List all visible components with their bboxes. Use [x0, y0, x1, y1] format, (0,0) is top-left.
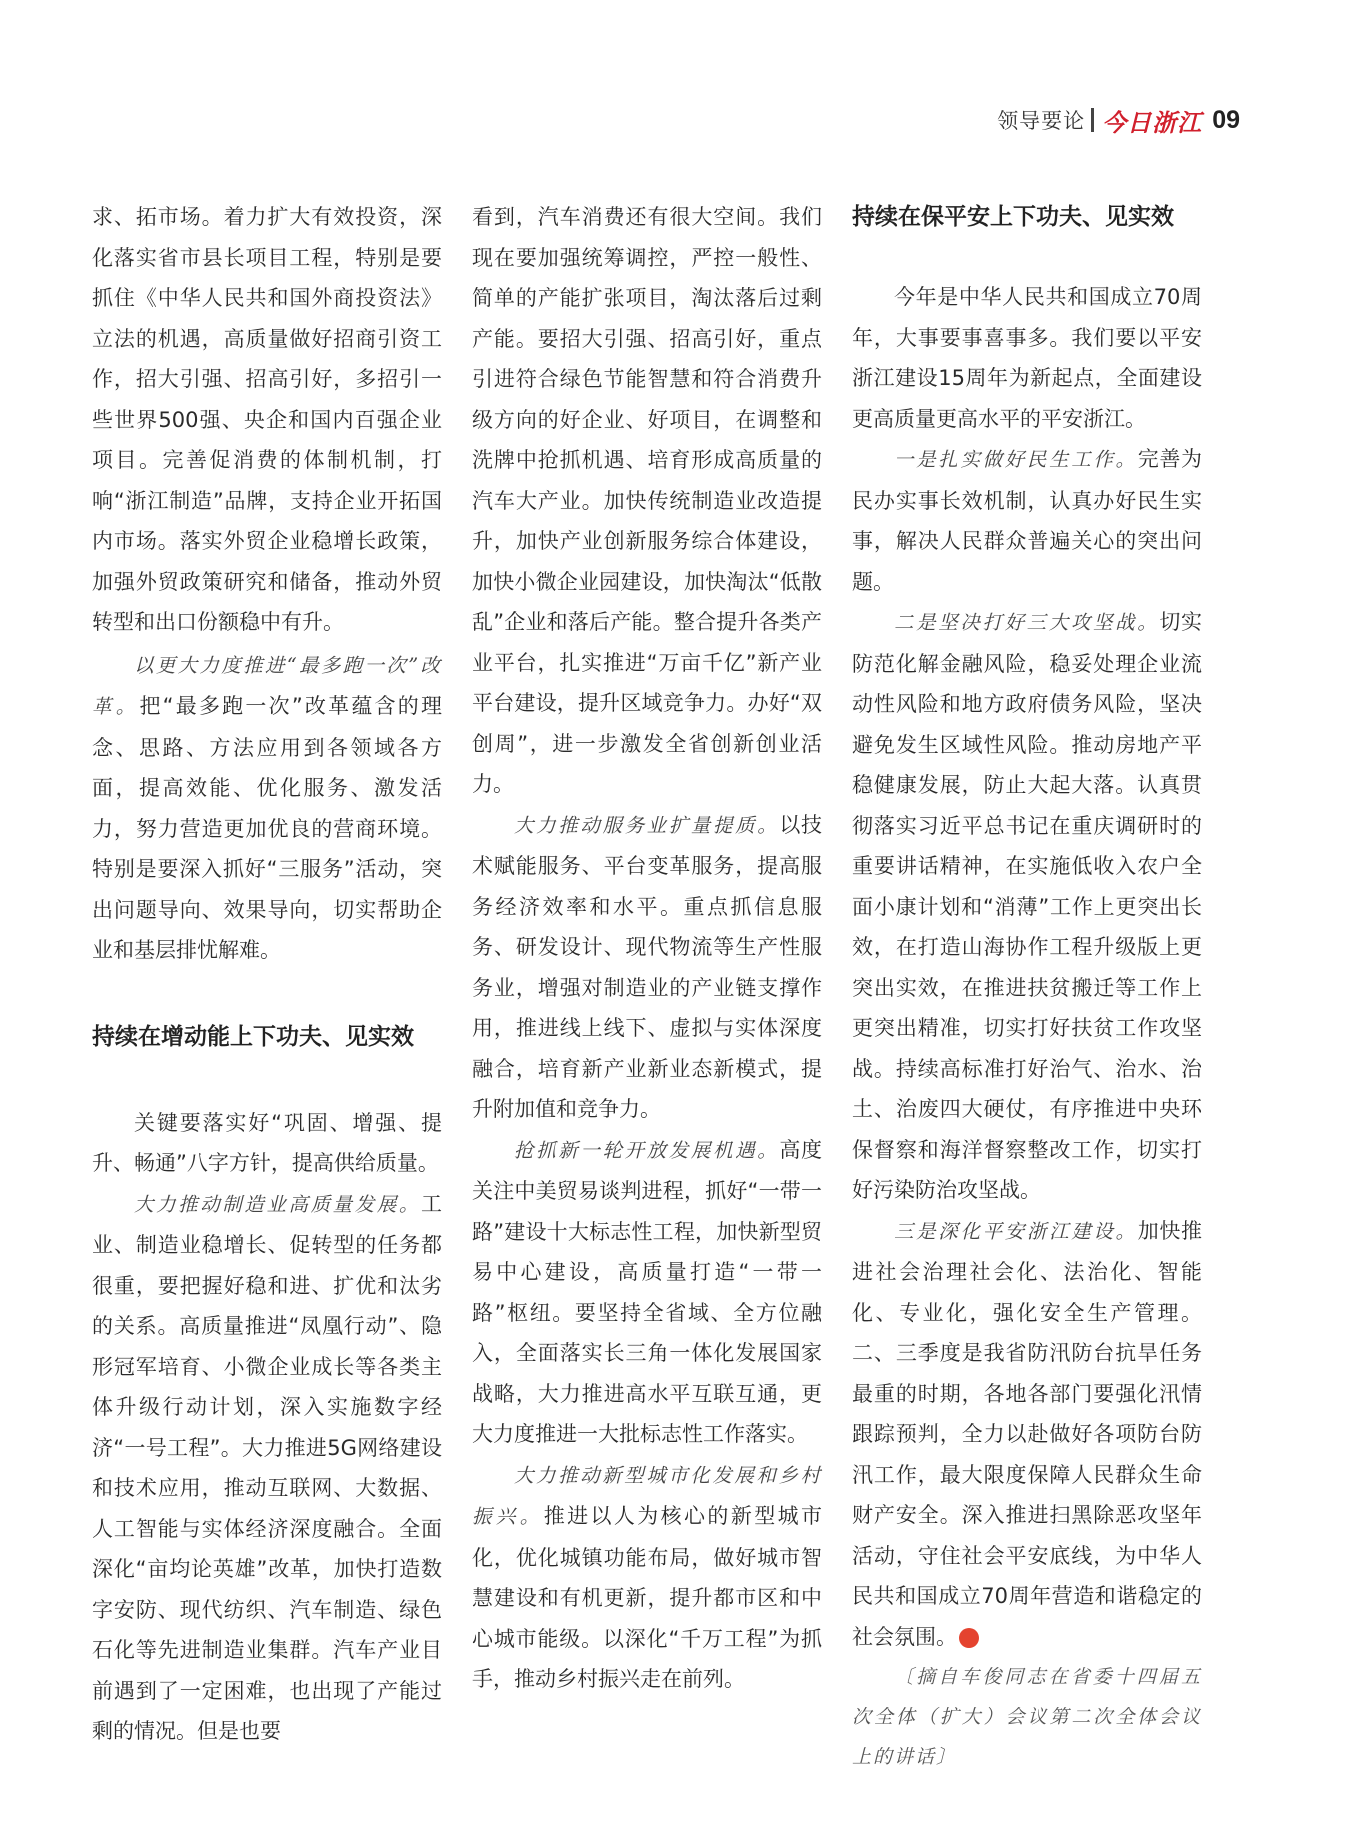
- paragraph-text: 加快推进社会治理社会化、法治化、智能化、专业化，强化安全生产管理。二、三季度是我省防汛防台抗旱任务最重的时期，各地各部门要强化汛情跟踪预判，全力以赴做好各项防台防汛工作，最大限度保障人民群众生命财产安全。深入推进扫黑除恶攻坚年活动，守住社会平安底线，为中华人民共和国成立70周年营造和谐稳定的社会氛围。: [852, 1218, 1202, 1649]
- paragraph-text: 以技术赋能服务、平台变革服务，提高服务经济效率和水平。重点抓信息服务、研发设计、现代物流等生产性服务业，增强对制造业的产业链支撑作用，推进线上线下、虚拟与实体深度融合，培育新产业新业态新模式，提升附加值和竞争力。: [472, 812, 822, 1121]
- paragraph: [852, 1211, 1202, 1658]
- column-3: [852, 197, 1202, 1777]
- page-header: [997, 103, 1240, 137]
- column-2: [472, 197, 822, 1700]
- paragraph-text: 切实防范化解金融风险，稳妥处理企业流动性风险和地方政府债务风险，坚决避免发生区域性风险。推动房地产平稳健康发展，防止大起大落。认真贯彻落实习近平总书记在重庆调研时的重要讲话精神，在实施低收入农户全面小康计划和“消薄”工作上更突出长效，在打造山海协作工程升级版上更突出实效，在推进扶贫搬迁等工作上更突出精准，切实打好扶贫工作攻坚战。持续高标准打好治气、治水、治土、治废四大硬仗，有序推进中央环保督察和海洋督察整改工作，切实打好污染防治攻坚战。: [852, 610, 1202, 1202]
- paragraph: 今年是中华人民共和国成立70周年，大事要事喜事多。我们要以平安浙江建设15周年为新起点，全面建设更高质量更高水平的平安浙江。: [852, 285, 1202, 431]
- section-label: 领导要论: [997, 109, 1086, 133]
- paragraph: [852, 439, 1202, 602]
- header-divider: [1091, 108, 1094, 132]
- paragraph: [472, 1455, 822, 1700]
- lead-phrase: 大力推动服务业扩量提质。: [514, 813, 780, 837]
- section-heading: 持续在保平安上下功夫、见实效: [852, 204, 1174, 230]
- magazine-logo: 今日浙江: [1102, 107, 1203, 137]
- paragraph-text: 高度关注中美贸易谈判进程，抓好“一带一路”建设十大标志性工程，加快新型贸易中心建设，高质量打造“一带一路”枢纽。要坚持全省域、全方位融入，全面落实长三角一体化发展国家战略，大力推进高水平互联互通，更大力度推进一大批标志性工作落实。: [472, 1137, 822, 1446]
- paragraph-text: 把“最多跑一次”改革蕴含的理念、思路、方法应用到各领域各方面，提高效能、优化服务、激发活力，努力营造更加优良的营商环境。特别是要深入抓好“三服务”活动，突出问题导向、效果导向，切实帮助企业和基层排忧解难。: [92, 694, 442, 962]
- column-1: [92, 197, 442, 1752]
- section-heading: 持续在增动能上下功夫、见实效: [92, 1023, 414, 1050]
- source-note: 〔摘自车俊同志在省委十四届五次全体（扩大）会议第二次全体会议上的讲话〕: [852, 1666, 1202, 1768]
- paragraph: [472, 1130, 822, 1455]
- page-number: 09: [1212, 105, 1240, 134]
- paragraph: [92, 1184, 442, 1752]
- paragraph: 求、拓市场。着力扩大有效投资，深化落实省市县长项目工程，特别是要抓住《中华人民共和国外商投资法》立法的机遇，高质量做好招商引资工作，招大引强、招高引好，多招引一些世界500强、央企和国内百强企业项目。完善促消费的体制机制，打响“浙江制造”品牌，支持企业开拓国内市场。落实外贸企业稳增长政策，加强外贸政策研究和储备，推动外贸转型和出口份额稳中有升。: [92, 205, 442, 634]
- paragraph: [472, 805, 822, 1130]
- paragraph-text: 工业、制造业稳增长、促转型的任务都很重，要把握好稳和进、扩优和汰劣的关系。高质量推进“凤凰行动”、隐形冠军培育、小微企业成长等各类主体升级行动计划，深入实施数字经济“一号工程”。大力推进5G网络建设和技术应用，推动互联网、大数据、人工智能与实体经济深度融合。全面深化“亩均论英雄”改革，加快打造数字安防、现代纺织、汽车制造、绿色石化等先进制造业集群。汽车产业目前遇到了一定困难，也出现了产能过剩的情况。但是也要: [92, 1191, 442, 1743]
- paragraph-text: 推进以人为核心的新型城市化，优化城镇功能布局，做好城市智慧建设和有机更新，提升都市区和中心城市能级。以深化“千万工程”为抓手，推动乡村振兴走在前列。: [472, 1504, 822, 1691]
- lead-phrase: 大力推动新型城市化发展和乡村振兴。: [472, 1463, 822, 1528]
- lead-phrase: 大力推动制造业高质量发展。: [134, 1192, 421, 1216]
- lead-phrase: 一是扎实做好民生工作。: [894, 448, 1138, 471]
- end-mark-icon: 今: [959, 1628, 979, 1648]
- lead-phrase: 以更大力度推进“最多跑一次”改革。: [92, 653, 442, 718]
- paragraph-text: 完善为民办实事长效机制，认真办好民生实事，解决人民群众普遍关心的突出问题。: [852, 447, 1202, 594]
- paragraph: [852, 602, 1202, 1211]
- paragraph: [92, 645, 442, 971]
- paragraph: 关键要落实好“巩固、增强、提升、畅通”八字方针，提高供给质量。: [92, 1110, 442, 1175]
- paragraph: 看到，汽车消费还有很大空间。我们现在要加强统筹调控，严控一般性、简单的产能扩张项目，淘汰落后过剩产能。要招大引强、招高引好，重点引进符合绿色节能智慧和符合消费升级方向的好企业、好项目，在调整和洗牌中抢抓机遇、培育形成高质量的汽车大产业。加快传统制造业改造提升，加快产业创新服务综合体建设，加快小微企业园建设，加快淘汰“低散乱”企业和落后产能。整合提升各类产业平台，扎实推进“万亩千亿”新产业平台建设，提升区域竞争力。办好“双创周”，进一步激发全省创新创业活力。: [472, 205, 822, 796]
- lead-phrase: 抢抓新一轮开放发展机遇。: [514, 1138, 780, 1162]
- lead-phrase: 三是深化平安浙江建设。: [894, 1219, 1138, 1243]
- lead-phrase: 二是坚决打好三大攻坚战。: [894, 611, 1160, 634]
